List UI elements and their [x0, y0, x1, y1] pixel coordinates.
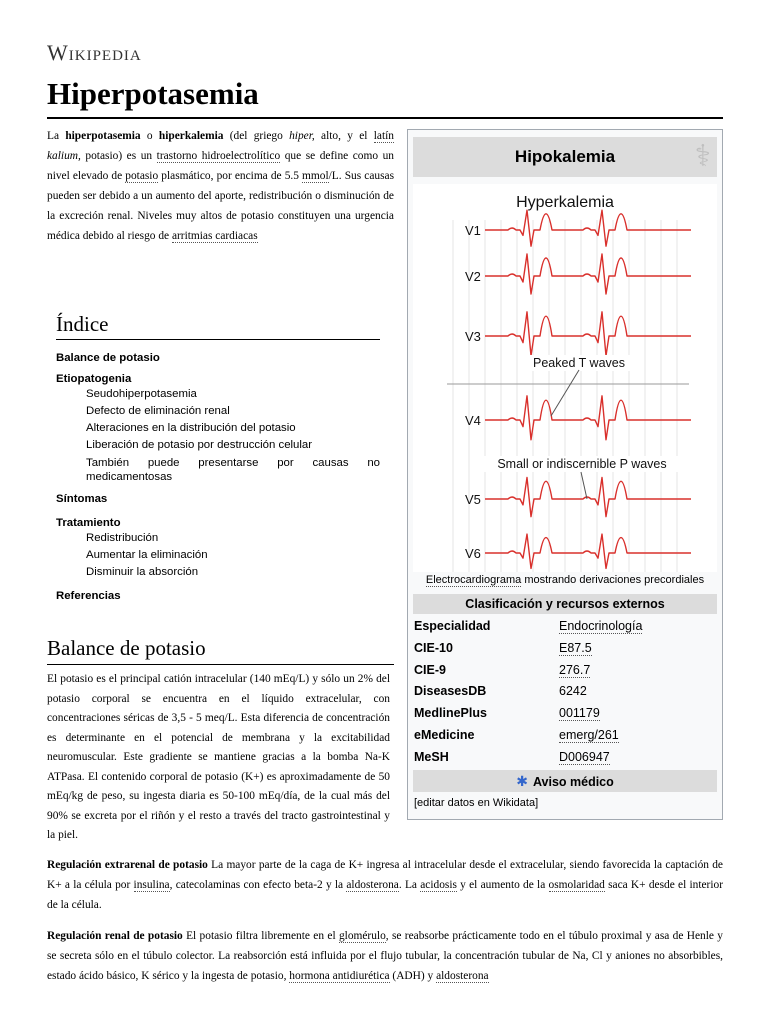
toc-item-tratamiento[interactable]: Tratamiento — [56, 517, 121, 529]
ecg-figure[interactable] — [413, 184, 717, 572]
infobox-title: Hipokalemia ⚕ — [413, 137, 717, 177]
ecg-trace-v1 — [485, 210, 691, 246]
infobox-row: CIE-9 276.7 — [414, 662, 591, 677]
link-trastorno[interactable]: trastorno hidroelectrolítico — [156, 150, 281, 162]
medical-warning-link[interactable]: ✱ Aviso médico — [413, 770, 717, 792]
link-latin[interactable]: latín — [373, 130, 394, 142]
edit-wikidata-link[interactable]: [editar datos en Wikidata] — [414, 797, 539, 809]
ecg-lead-label: V2 — [465, 269, 481, 284]
link-electrocardiograma[interactable]: Electrocardiograma — [425, 574, 522, 586]
infobox-value-link[interactable]: 001179 — [559, 706, 600, 721]
infobox-row: MeSH D006947 — [414, 749, 610, 764]
paragraph-extrarenal: Regulación extrarenal de potasio La mayor parte de la caga de K+ ingresa al intracelular desde el extracelular, siendo favorecida la captación de K+ a la célula por insulina, catecolaminas con efecto beta-2 y la aldosterona. La acidosis y el aumento de la osmolaridad saca K+ desde el interior de la célula. — [47, 859, 724, 911]
toc-subitem[interactable]: También puede presentarse por causas no medicamentosas — [86, 457, 380, 483]
infobox-value-link[interactable]: Endocrinología — [559, 619, 643, 633]
title-divider — [47, 117, 723, 119]
toc-subitem[interactable]: Disminuir la absorción — [86, 566, 199, 578]
ecg-lead-label: V6 — [465, 546, 481, 561]
link-osmolaridad[interactable]: osmolaridad — [548, 879, 605, 891]
star-of-life-icon: ✱ — [516, 773, 528, 789]
paragraph-renal: Regulación renal de potasio El potasio filtra libremente en el glomérulo, se reabsorbe prácticamente todo en el túbulo proximal y asa de Henle y se secreta sólo en el túbulo colector. La reabsorción está influida por el flujo tubular, la concentración tubular de Na, Cl y aniones no absorbibles, estado ácido básico, K sérico y la ingesta de potasio, hormona antidiurética (ADH) y aldosterona — [47, 930, 723, 982]
section-heading: Balance de potasio — [47, 636, 206, 660]
toc-subitem[interactable]: Defecto de eliminación renal — [86, 405, 230, 417]
ecg-title: Hyperkalemia — [516, 194, 614, 211]
toc-subitem[interactable]: Seudohiperpotasemia — [86, 388, 197, 400]
ecg-trace-v4 — [485, 396, 691, 440]
ecg-lead-label: V4 — [465, 413, 481, 428]
link-potasio[interactable]: potasio — [125, 170, 159, 182]
toc-item-etiopatogenia[interactable]: Etiopatogenia — [56, 373, 132, 385]
link-adh[interactable]: hormona antidiurética — [289, 970, 390, 982]
ecg-trace-v5 — [485, 477, 691, 516]
link-glomerulo[interactable]: glomérulo — [338, 930, 386, 942]
ecg-trace-v3 — [485, 312, 691, 356]
bold-term: hiperkalemia — [158, 130, 224, 142]
infobox-value: 6242 — [559, 684, 587, 699]
infobox-value-link[interactable]: E87.5 — [559, 640, 592, 655]
ecg-trace-v6 — [485, 534, 691, 568]
intro-paragraph: La hiperpotasemia o hiperkalemia (del griego hiper, alto, y el latín kalium, potasio) es un trastorno hidroelectrolítico que se define como un nivel elevado de potasio plasmático, por encima de 5.5 mmol/L. Sus causas pueden ser debido a un aumento del aporte, redistribución o disminución de la excreción renal. Niveles muy altos de potasio constituyen una urgencia médica debido al riesgo de arritmias cardiacas — [47, 130, 395, 242]
infobox-value-link[interactable]: D006947 — [559, 749, 610, 764]
ecg-traces — [485, 210, 691, 568]
link-arritmias[interactable]: arritmias cardiacas — [171, 230, 258, 242]
toc-item-sintomas[interactable]: Síntomas — [56, 493, 108, 505]
ecg-lead-label: V3 — [465, 329, 481, 344]
bold-term: hiperpotasemia — [65, 130, 141, 142]
infobox — [407, 129, 723, 820]
infobox-row: eMedicine emerg/261 — [414, 727, 619, 742]
annotation-arrow-p — [581, 472, 587, 499]
infobox-row: DiseasesDB 6242 — [414, 684, 587, 699]
link-acidosis[interactable]: acidosis — [420, 879, 457, 891]
ecg-trace-v2 — [485, 254, 691, 294]
toc-item-referencias[interactable]: Referencias — [56, 590, 121, 602]
toc-subitem[interactable]: Aumentar la eliminación — [86, 549, 208, 561]
infobox-caption: Electrocardiograma mostrando derivaciones precordiales — [425, 574, 705, 586]
infobox-classification-header: Clasificación y recursos externos — [413, 594, 717, 614]
ecg-lead-labels — [465, 223, 481, 561]
toc-item-balance[interactable]: Balance de potasio — [56, 352, 160, 364]
caduceus-icon: ⚕ — [694, 140, 711, 173]
infobox-value-link[interactable]: 276.7 — [559, 662, 591, 677]
table-of-contents — [56, 347, 380, 603]
wikipedia-logo[interactable]: Wikipedia — [47, 40, 142, 65]
link-mmol[interactable]: mmol — [302, 170, 329, 182]
link-aldosterona[interactable]: aldosterona — [346, 879, 399, 891]
toc-heading: Índice — [56, 312, 109, 336]
ecg-lead-label: V1 — [465, 223, 481, 238]
infobox-row: CIE-10 E87.5 — [414, 640, 592, 655]
infobox-row: MedlinePlus 001179 — [414, 706, 600, 721]
link-aldosterona[interactable]: aldosterona — [436, 970, 489, 982]
toc-divider — [56, 339, 380, 340]
infobox-value-link[interactable]: emerg/261 — [559, 727, 619, 742]
annotation-small-p: Small or indiscernible P waves — [497, 457, 667, 471]
ecg-lead-label: V5 — [465, 492, 481, 507]
infobox-row: Especialidad Endocrinología — [414, 619, 643, 633]
infobox-rows — [413, 616, 717, 769]
section-paragraph: El potasio es el principal catión intracelular (140 mEq/L) y sólo un 2% del potasio corporal se encuentra en el líquido extracelular, con concentraciones séricas de 3,5 - 5 meq/L. Esta diferencia de concentración es determinante en el potencial de membrana y la excitabilidad neuromuscular. Este gradiente se mantiene gracias a la bomba Na-K ATPasa. El contenido corporal de potasio (K+) es aproximadamente de 50 mEq/kg de peso, su ingesta diaria es 50-100 mEq/día, de la cual más del 90% se excreta por el riñón y el resto a través del tracto gastrointestinal y la piel. — [47, 673, 390, 841]
toc-subitem[interactable]: Redistribución — [86, 532, 159, 544]
toc-subitem[interactable]: Liberación de potasio por destrucción celular — [86, 439, 313, 451]
page-title: Hiperpotasemia — [47, 76, 259, 111]
annotation-peaked-t: Peaked T waves — [533, 356, 625, 370]
toc-subitem[interactable]: Alteraciones en la distribución del potasio — [86, 422, 296, 434]
link-insulina[interactable]: insulina — [133, 879, 170, 891]
section-divider — [47, 664, 394, 665]
ecg-grid — [453, 220, 677, 572]
